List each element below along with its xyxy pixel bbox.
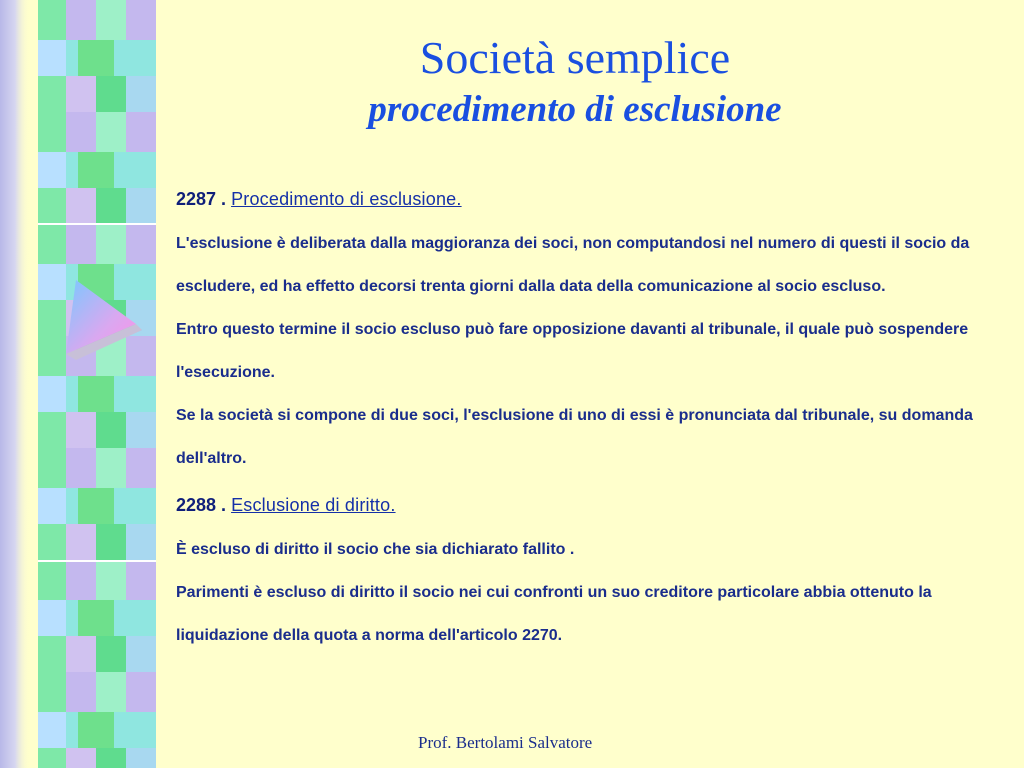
article-number: 2287 . [176,189,227,209]
article-2288-heading [176,491,996,519]
article-number: 2288 . [176,495,227,515]
article-paragraph: Entro questo termine il socio escluso può fare opposizione davanti al tribunale, il quale può sospendere l'esecuzione. [176,321,969,381]
author-footer: Prof. Bertolami Salvatore [418,733,593,752]
article-paragraph: Se la società si compone di due soci, l'esclusione di uno di essi è pronunciata dal tribunale, su domanda dell'altro. [176,407,973,467]
triangle-arrow-icon [60,278,150,370]
page-title: Società semplice [419,32,731,83]
article-paragraph: È escluso di diritto il socio che sia dichiarato fallito . [176,541,575,558]
slide-title-block [160,28,990,132]
decorative-side-strip [0,0,156,768]
page-subtitle: procedimento di esclusione [368,89,782,130]
article-title: Procedimento di esclusione. [231,189,462,209]
article-paragraph: Parimenti è escluso di diritto il socio nei cui confronti un suo creditore particolare abbia ottenuto la liquidazione della quota a norma dell'articolo 2270. [176,584,932,644]
slide-content [176,185,996,657]
article-2287-heading [176,185,996,213]
article-paragraph: L'esclusione è deliberata dalla maggioranza dei soci, non computandosi nel numero di questi il socio da escludere, ed ha effetto decorsi trenta giorni dalla data della comunicazione al socio escluso. [176,235,970,295]
article-title: Esclusione di diritto. [231,495,396,515]
